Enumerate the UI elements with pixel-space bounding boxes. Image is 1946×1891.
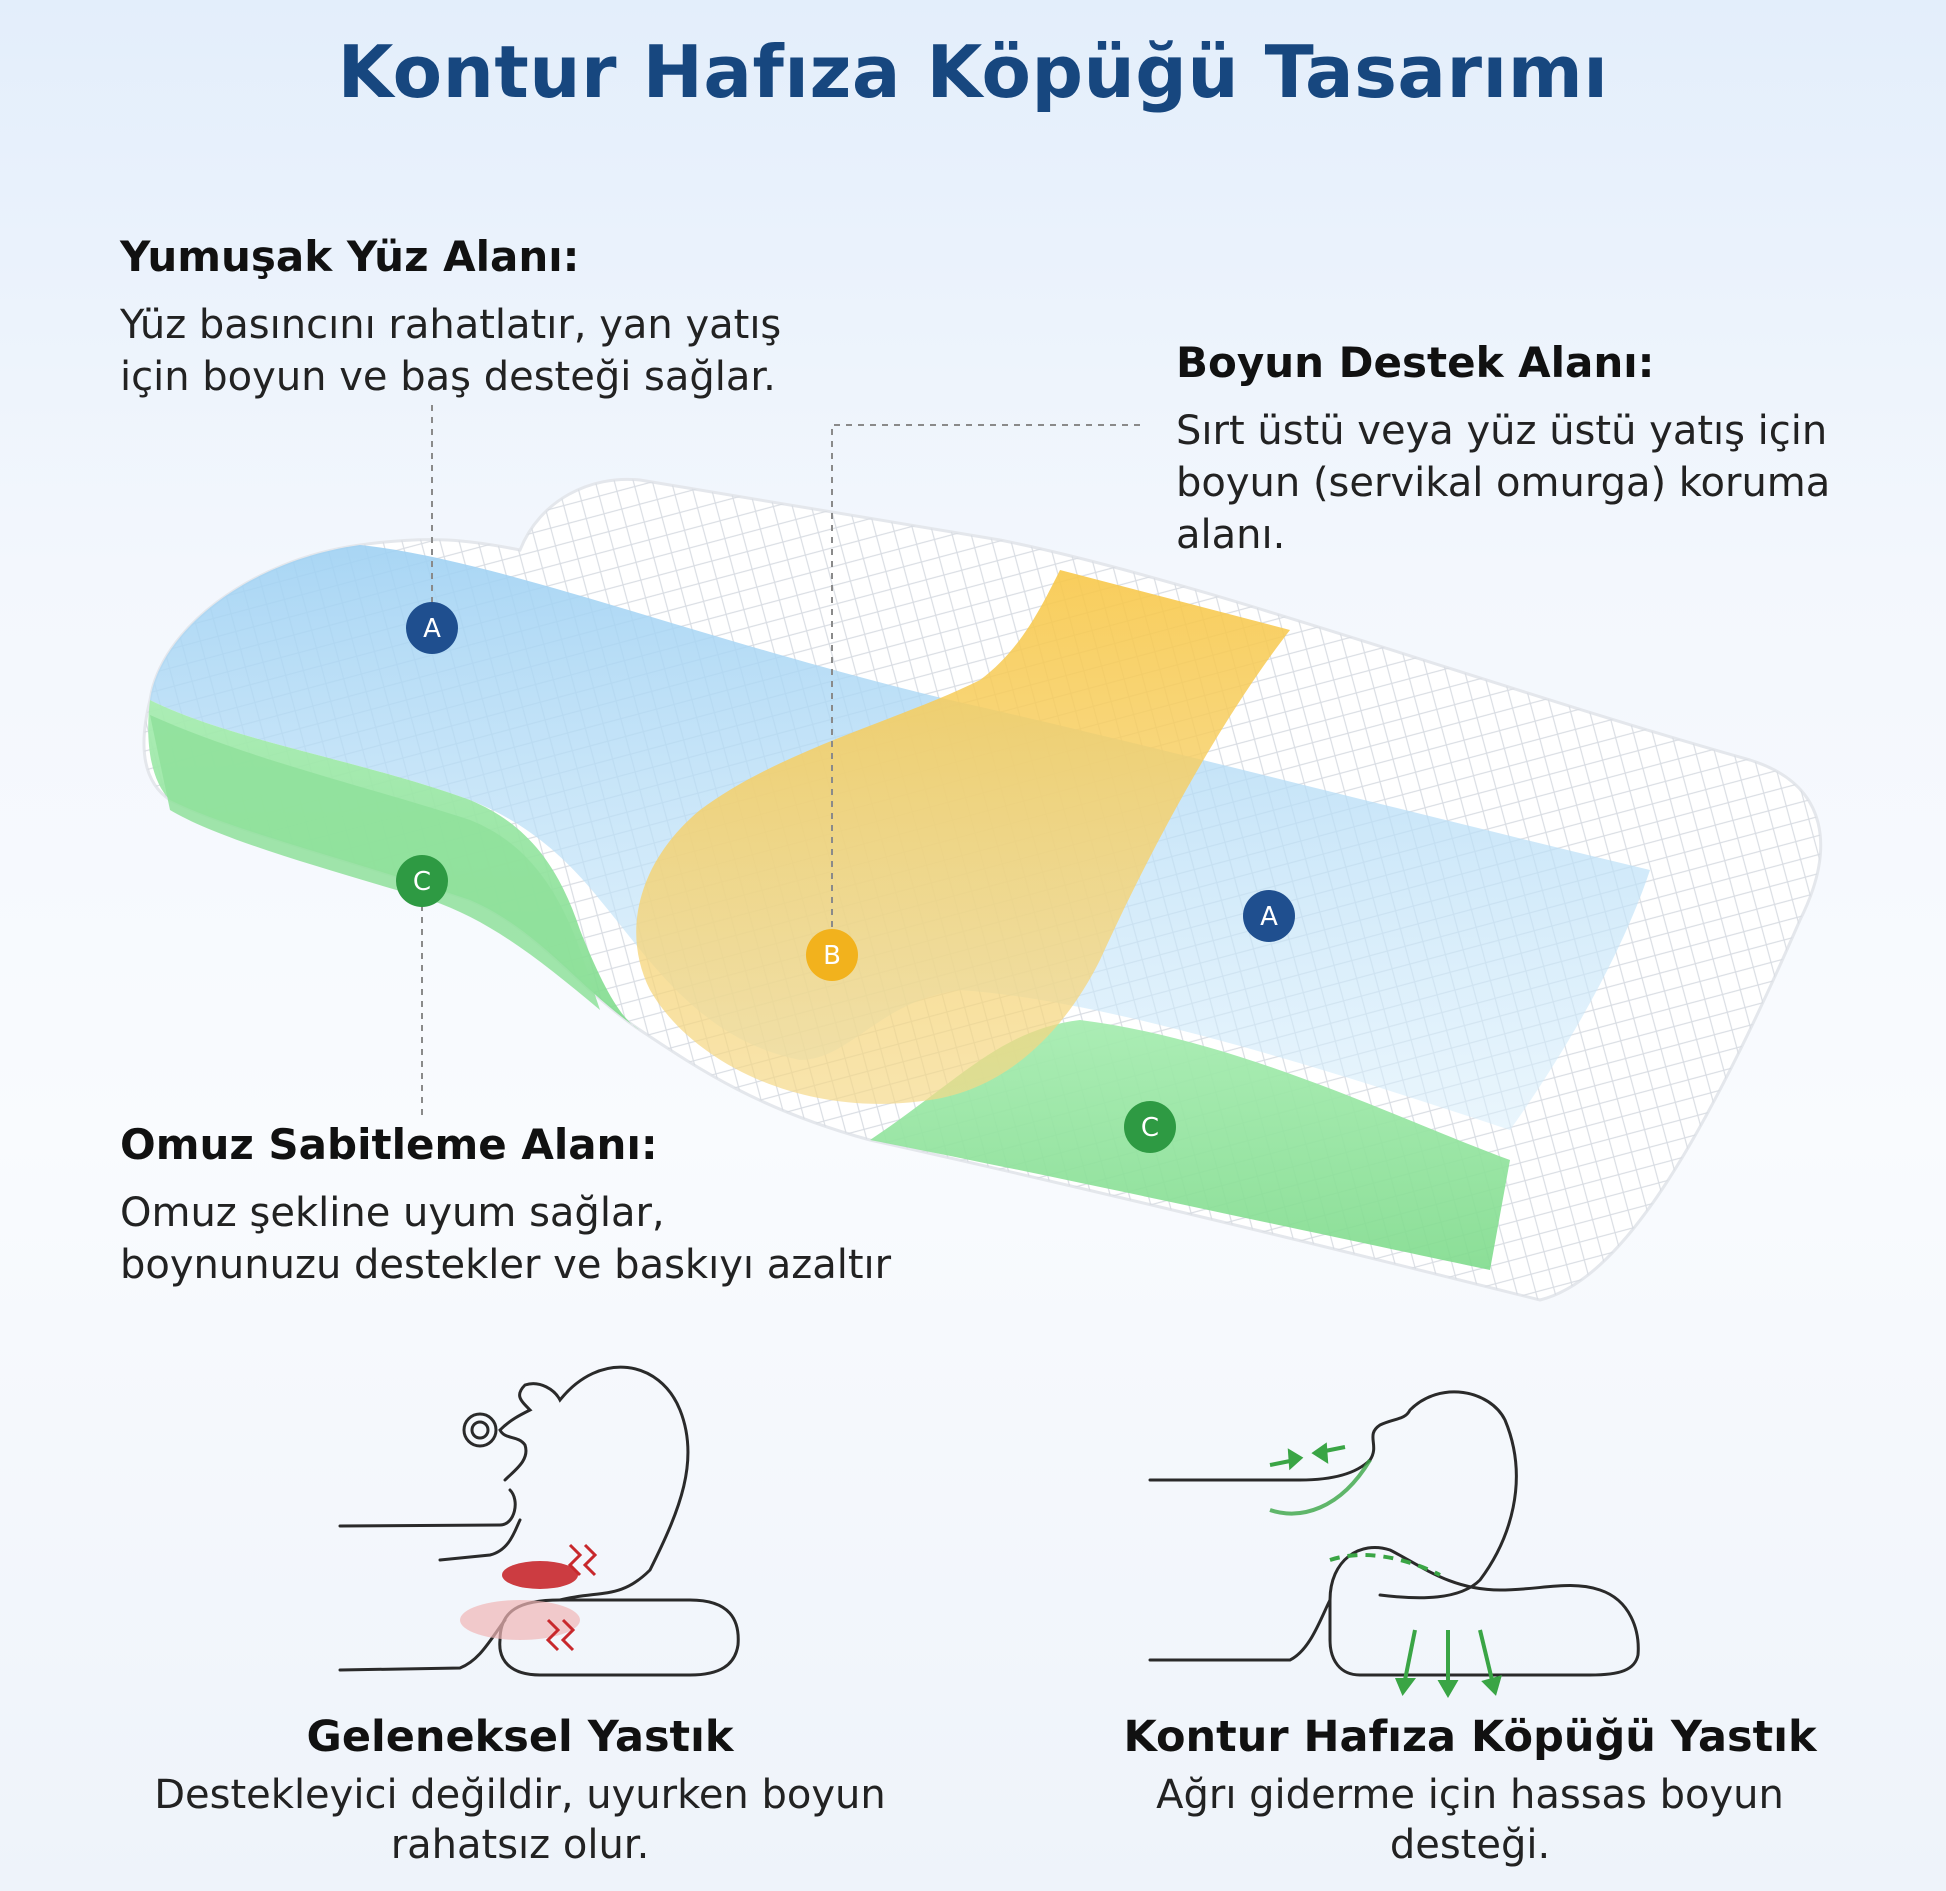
neck-zone-description-line: Sırt üstü veya yüz üstü yatış için [1176, 408, 1828, 454]
contour-shoulder-line [1150, 1600, 1330, 1660]
marker-a-label: A [423, 614, 441, 644]
traditional-body-outline [340, 1490, 515, 1526]
strained-muscle-icon [502, 1561, 578, 1589]
contour-pillow-caption [1110, 1712, 1830, 1870]
face-zone-heading: Yumuşak Yüz Alanı: [120, 232, 580, 281]
exhale-arrow-head-icon [1315, 1446, 1326, 1460]
airflow-line-icon [1270, 1460, 1370, 1513]
face-zone-description-line: için boyun ve baş desteği sağlar. [120, 354, 776, 400]
traditional-pillow-description-line: Destekleyici değildir, uyurken boyun [154, 1772, 886, 1818]
marker-c-label: C [1140, 1113, 1160, 1143]
neck-zone-description-line: alanı. [1176, 512, 1286, 558]
marker-b [806, 929, 858, 981]
page-title: Kontur Hafıza Köpüğü Tasarımı [337, 30, 1609, 114]
contour-pillow-description [1110, 1770, 1830, 1870]
pain-zigzag-icon [585, 1545, 595, 1575]
support-arrow-head-icon [1398, 1680, 1412, 1692]
neck-zone-description-line: boyun (servikal omurga) koruma [1176, 460, 1831, 506]
spiral-icon [464, 1414, 496, 1446]
marker-a-label: A [1260, 902, 1278, 932]
shoulder-zone-description-line: boynunuzu destekler ve baskıyı azaltır [120, 1242, 892, 1288]
marker-a-right [1243, 890, 1295, 942]
traditional-pillow-heading: Geleneksel Yastık [306, 1712, 734, 1762]
marker-b-label: B [823, 941, 841, 971]
neck-zone-heading: Boyun Destek Alanı: [1176, 338, 1655, 387]
traditional-pillow-description [130, 1770, 910, 1870]
contour-pillow-heading: Kontur Hafıza Köpüğü Yastık [1123, 1712, 1817, 1762]
support-arrow-head-icon [1485, 1678, 1499, 1692]
inhale-arrow-head-icon [1290, 1452, 1300, 1466]
marker-c-label: C [412, 867, 432, 897]
face-zone-description-line: Yüz basıncını rahatlatır, yan yatış [120, 302, 782, 348]
contour-body-outline [1150, 1460, 1370, 1480]
support-arrow-icon [1480, 1630, 1492, 1680]
marker-c-left [396, 855, 448, 907]
support-arrow-head-icon [1441, 1682, 1455, 1694]
shoulder-zone-heading: Omuz Sabitleme Alanı: [120, 1120, 658, 1169]
contour-pillow-illustration [1150, 1392, 1638, 1675]
contour-pillow-description-line: Ağrı giderme için hassas boyun [1156, 1772, 1784, 1818]
support-arrow-icon [1405, 1630, 1415, 1680]
traditional-pillow-description-line: rahatsız olur. [390, 1822, 650, 1868]
contour-pillow-outline [1330, 1547, 1638, 1675]
contour-head-outline [1370, 1392, 1516, 1598]
contour-pillow-description-line: desteği. [1389, 1822, 1551, 1868]
pain-glow-icon [460, 1600, 580, 1640]
traditional-pillow-caption [130, 1712, 910, 1870]
marker-c-right [1124, 1101, 1176, 1153]
shoulder-zone-description-line: Omuz şekline uyum sağlar, [120, 1190, 665, 1236]
relief-indicators [1270, 1446, 1499, 1694]
marker-a-left [406, 602, 458, 654]
